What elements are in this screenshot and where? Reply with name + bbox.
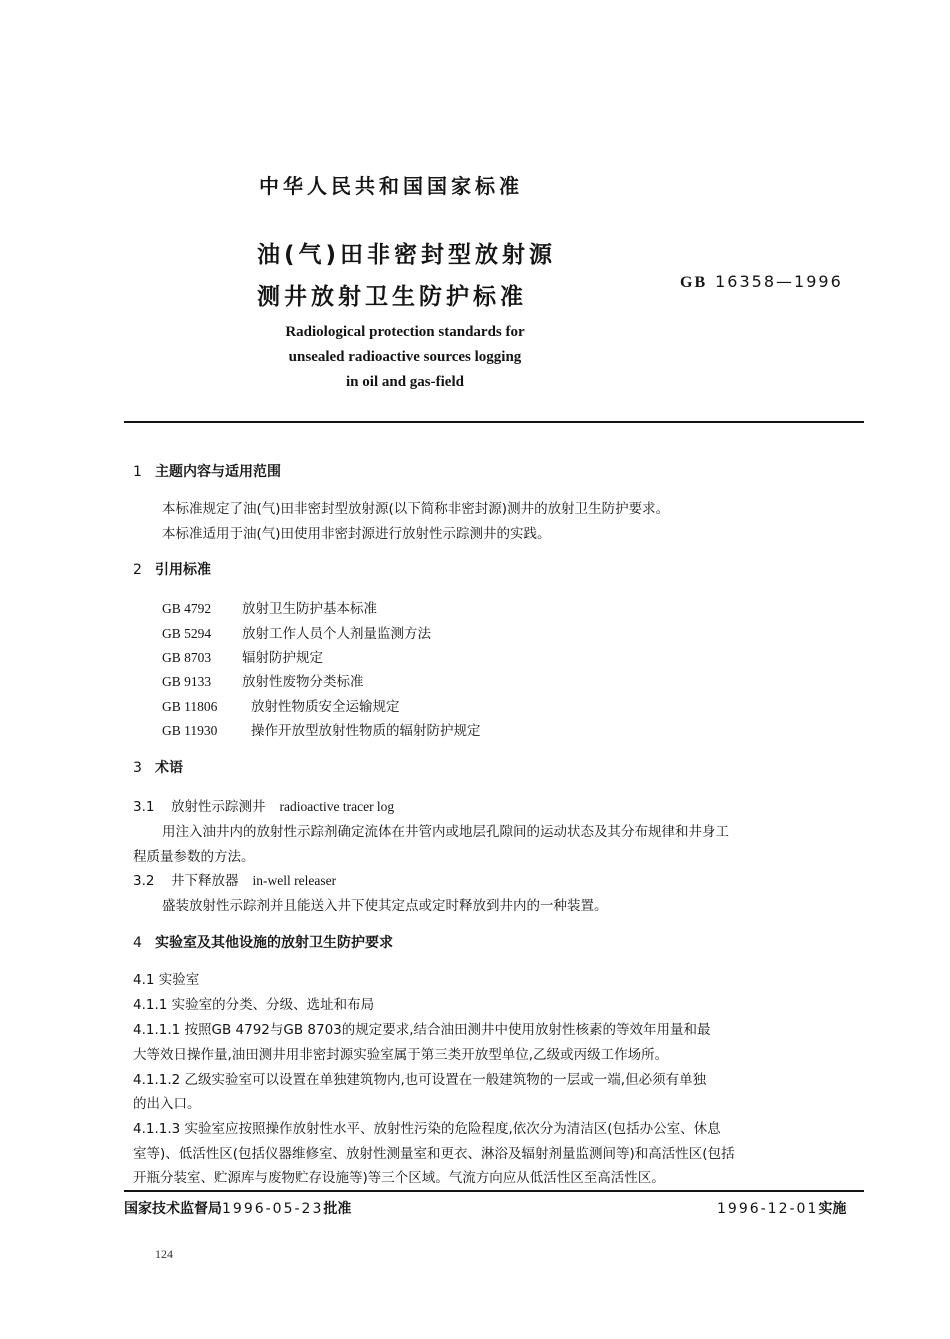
page-number: 124 <box>155 1247 173 1261</box>
section-title: 引用标准 <box>155 562 211 578</box>
term-en: in-well releaser <box>252 873 337 888</box>
reference-code: GB 11930 <box>162 723 218 738</box>
implementation-date: 1996-12-01 <box>717 1201 819 1217</box>
section-1-paragraph-1: 本标准规定了油(气)田非密封型放射源(以下简称非密封源)测井的放射卫生防护要求。 <box>162 501 670 517</box>
reference-code: GB 4792 <box>162 601 212 616</box>
clause-4-1-1-2-line1: 4.1.1.2 乙级实验室可以设置在单独建筑物内,也可设置在一般建筑物的一层或一端,但必须有单独 <box>133 1072 707 1088</box>
reference-name: 放射卫生防护基本标准 <box>242 601 377 617</box>
term-3-2-definition: 盛装放射性示踪剂并且能送入井下使其定点或定时释放到井内的一种装置。 <box>162 898 608 914</box>
reference-code: GB 5294 <box>162 626 212 641</box>
reference-name: 放射性物质安全运输规定 <box>251 699 400 715</box>
clause-4-1-1-3-line3: 开瓶分装室、贮源库与废物贮存设施等)等三个区域。气流方向应从低活性区至高活性区。 <box>133 1170 665 1186</box>
section-3-heading <box>133 757 183 777</box>
term-cn: 放射性示踪测井 <box>171 799 266 815</box>
implementation-line <box>717 1198 846 1218</box>
subsection-4-1-1: 4.1.1 实验室的分类、分级、选址和布局 <box>133 997 375 1013</box>
section-title: 实验室及其他设施的放射卫生防护要求 <box>155 935 393 951</box>
section-number: 4 <box>133 935 142 951</box>
section-2-heading <box>133 559 211 579</box>
term-3-2 <box>133 869 336 889</box>
reference-name: 辐射防护规定 <box>242 650 323 666</box>
reference-item <box>162 719 481 739</box>
reference-item <box>162 670 364 690</box>
reference-item <box>162 597 377 617</box>
footer-divider <box>124 1190 864 1192</box>
reference-code: GB 9133 <box>162 674 212 689</box>
implementation-label: 实施 <box>818 1201 847 1217</box>
term-number: 3.1 <box>133 799 155 815</box>
approval-label: 批准 <box>323 1201 352 1217</box>
header-divider <box>124 421 864 423</box>
standard-prefix: GB <box>680 274 708 291</box>
section-title: 主题内容与适用范围 <box>155 464 281 480</box>
clause-4-1-1-1-line1: 4.1.1.1 按照GB 4792与GB 8703的规定要求,结合油田测井中使用放射性核素的等效年用量和最 <box>133 1022 711 1038</box>
clause-4-1-1-2-line2: 的出入口。 <box>133 1096 201 1112</box>
section-number: 2 <box>133 562 142 578</box>
reference-code: GB 11806 <box>162 699 218 714</box>
clause-4-1-1-1-line2: 大等效日操作量,油田测井用非密封源实验室属于第三类开放型单位,乙级或丙级工作场所。 <box>133 1047 669 1063</box>
term-3-1 <box>133 795 394 815</box>
doc-title-en-line3: in oil and gas-field <box>346 374 464 390</box>
doc-title-cn-line2: 测井放射卫生防护标准 <box>257 284 527 310</box>
approval-date: 1996-05-23 <box>222 1201 324 1217</box>
term-3-1-definition-line2: 程质量参数的方法。 <box>133 849 255 865</box>
approval-line <box>124 1198 351 1218</box>
doc-title-en-line1: Radiological protection standards for <box>285 324 525 340</box>
term-number: 3.2 <box>133 873 155 889</box>
reference-item <box>162 622 431 642</box>
clause-4-1-1-3-line2: 室等)、低活性区(包括仪器维修室、放射性测量室和更衣、淋浴及辐射剂量监测间等)和高活性区(包括 <box>133 1146 735 1162</box>
reference-item <box>162 695 400 715</box>
section-1-paragraph-2: 本标准适用于油(气)田使用非密封源进行放射性示踪测井的实践。 <box>162 526 551 542</box>
standard-number <box>680 272 843 292</box>
reference-name: 操作开放型放射性物质的辐射防护规定 <box>251 723 481 739</box>
clause-4-1-1-3-line1: 4.1.1.3 实验室应按照操作放射性水平、放射性污染的危险程度,依次分为清洁区(包括办公室、休息 <box>133 1121 721 1137</box>
doc-title-en-line2: unsealed radioactive sources logging <box>288 349 522 365</box>
section-title: 术语 <box>155 760 183 776</box>
country-standard-title: 中华人民共和国国家标准 <box>259 174 523 198</box>
subsection-4-1: 4.1 实验室 <box>133 972 200 988</box>
section-1-heading <box>133 461 281 481</box>
term-cn: 井下释放器 <box>171 873 239 889</box>
approval-org: 国家技术监督局 <box>124 1201 222 1217</box>
term-3-1-definition-line1: 用注入油井内的放射性示踪剂确定流体在井管内或地层孔隙间的运动状态及其分布规律和井身工 <box>162 824 729 840</box>
section-number: 1 <box>133 464 142 480</box>
doc-title-cn-line1: 油(气)田非密封型放射源 <box>257 242 557 268</box>
term-en: radioactive tracer log <box>279 799 395 814</box>
reference-name: 放射性废物分类标准 <box>242 674 364 690</box>
reference-name: 放射工作人员个人剂量监测方法 <box>242 626 431 642</box>
reference-item <box>162 646 323 666</box>
section-number: 3 <box>133 760 142 776</box>
section-4-heading <box>133 932 393 952</box>
reference-code: GB 8703 <box>162 650 212 665</box>
standard-code: 16358—1996 <box>715 272 843 291</box>
